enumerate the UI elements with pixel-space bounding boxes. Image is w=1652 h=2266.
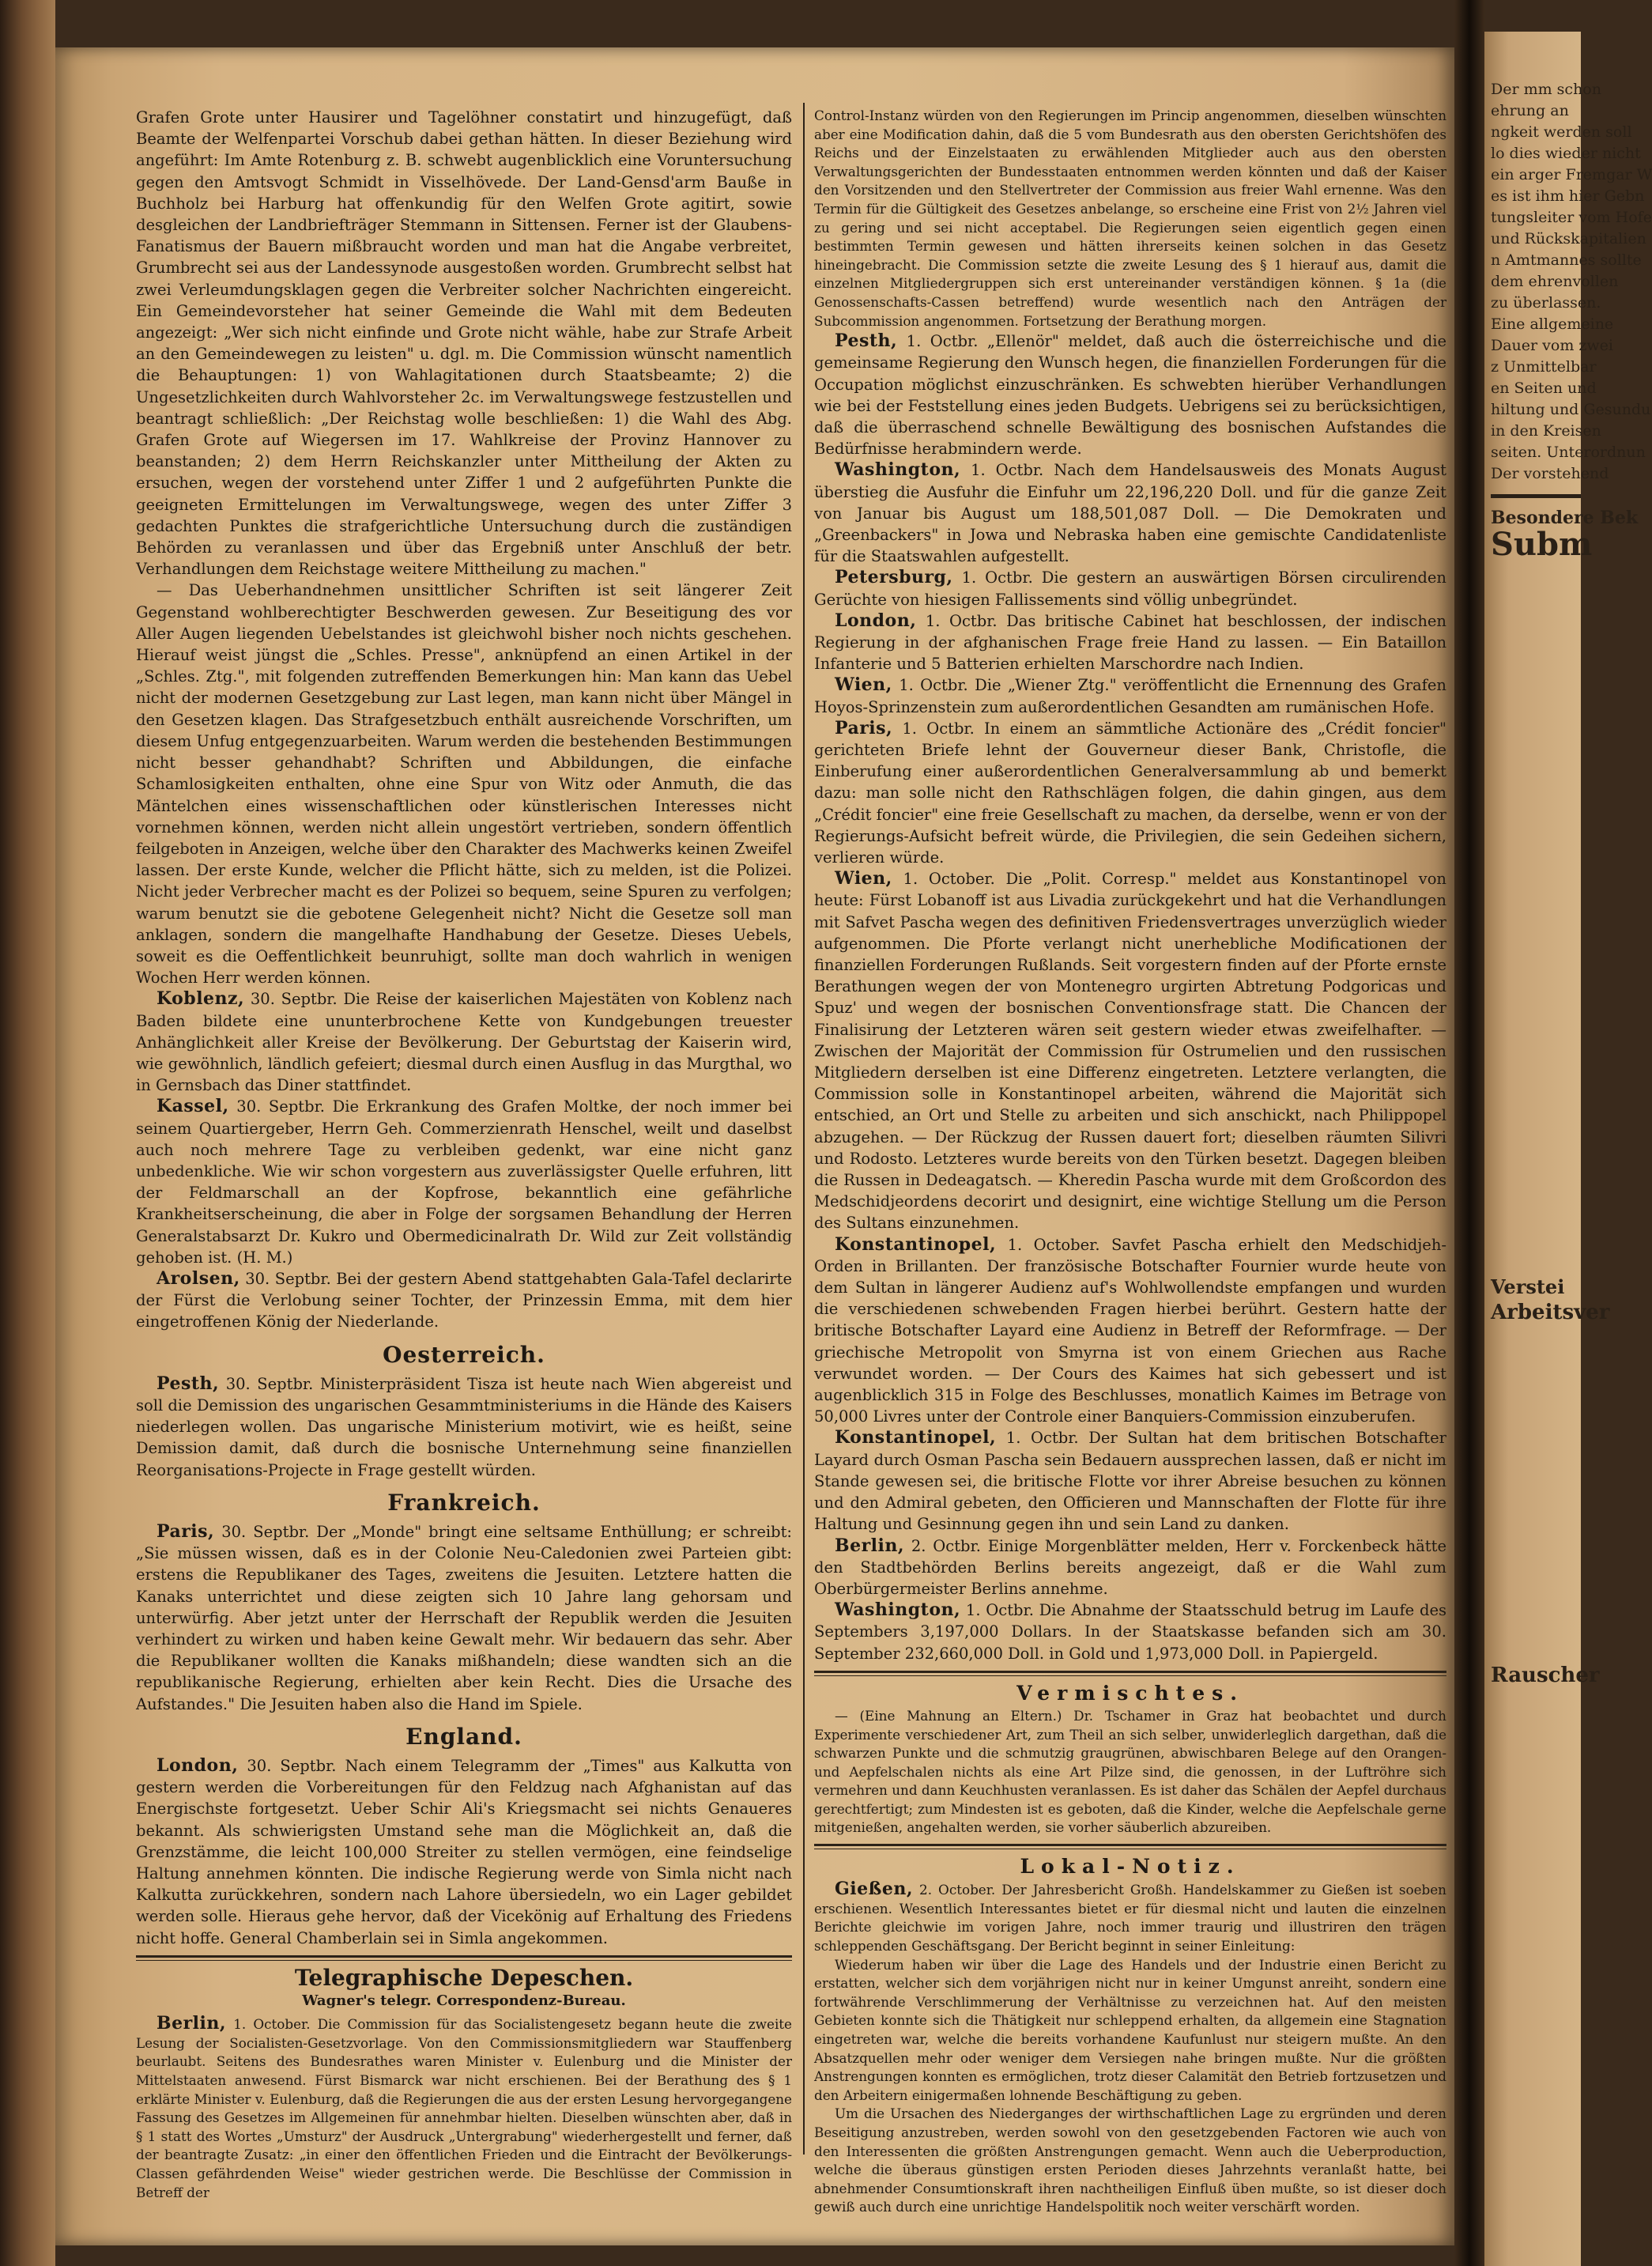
article-handelskammer-quote-1: Wiederum haben wir über die Lage des Handels und der Industrie einen Bericht zu erstatten, welcher sich dem vorjährigen nicht nur in keiner Umgunst anreiht, sondern eine fortwährende Verschlimmerung der Verhältnisse zu verzeichnen hat. Auf den meisten Gebieten konnte sich die Thätigkeit nur schleppend erhalten, da allgemein eine Stagnation eingetreten war, welche die bereits vorhandene Kaufunlust nur steigern mußte. An den Absatzquellen mehr oder weniger dem Versiegen nahe bringen mußte. Nur die größten Anstrengungen konnten es ermöglichen, trotz dieser Calamität den Betrieb fortzusetzen und den Arbeitern einigermaßen lohnende Beschäftigung zu geben. xyxy=(814,1956,1446,2103)
dateline-kassel: Kassel, xyxy=(157,1096,229,1117)
adjacent-page-line: es ist ihm hier Gebn xyxy=(1491,187,1645,205)
book-spine xyxy=(0,0,55,2266)
dateline-paris: Paris, xyxy=(157,1521,215,1542)
adjacent-page-line: Eine allgemeine xyxy=(1491,315,1614,333)
dateline-london-2: London, xyxy=(835,610,917,631)
adjacent-heading-versteigerung: Verstei xyxy=(1491,1275,1565,1298)
dispatch-pesth-text: 30. Septbr. Ministerpräsident Tisza ist heute nach Wien abgereist und soll die Demission des ungarischen Gesammtministeriums in die Hände des Kaisers niederlegen wollen. Das ungarische Ministerium motivirt, wie es heißt, seine Demission damit, daß durch die bosnische Unternehmung seine finanziellen Reorganisations-Projecte in Frage gestellt würden. xyxy=(136,1374,793,1479)
adjacent-page-line: n Amtmannes sollte xyxy=(1491,251,1642,269)
dispatch-pesth-2-text: 1. Octbr. „Ellenör" meldet, daß auch die österreichische und die gemeinsame Regierung den Wunsch hegen, die finanziellen Forderungen für die Occupation möglichst einzuschränken. Es schwebten hierüber Verhandlungen wie bei der Feststellung eines jeden Budgets. Uebrigens sei zu berücksichtigen, daß die überraschend schnelle Bewältigung des bosnischen Aufstandes die Bedürfnisse herabmindern werde. xyxy=(814,332,1446,459)
dateline-giessen: Gießen, xyxy=(835,1879,914,1900)
dispatch-pesth-2 xyxy=(814,330,1446,459)
dateline-wien-1: Wien, xyxy=(835,674,892,696)
dispatch-wien-2-text: 1. October. Die „Polit. Corresp." meldet aus Konstantinopel von heute: Fürst Lobanoff ist aus Livadia zurückgekehrt und hat die Verhandlungen mit Safvet Pascha wegen des definitiven Friedensvertrages unverzüglich wieder aufgenommen. Die Pforte verlangt nicht unerhebliche Modificationen der finanziellen Forderungen Rußlands. Seit vorgestern finden auf der Pforte ernste Berathungen wegen der von Montenegro urgirten Abtretung Podgoricas und Spuz' und wegen der bosnischen Conventionsfrage statt. Die Chancen der Finalisirung der Letzteren wären seit gestern wieder etwas zweifelhafter. — Zwischen der Majorität der Commission für Ostrumelien und den russischen Mitgliedern derselben ist eine Differenz eingetreten. Letztere verlangten, die Commission solle in Konstantinopel arbeiten, während die Majorität sich entschied, an Ort und Stelle zu arbeiten und sich anschickt, nach Philippopel abzugehen. — Der Rückzug der Russen dauert fort; dieselben räumten Silivri und Rodosto. Letzteres wurde bereits von den Türken besetzt. Dagegen bleiben die Russen in Dedeagatsch. — Kheredin Pascha wurde mit dem Großcordon des Medschidjeordens decorirt und designirt, eine wichtige Stellung um die Person des Sultans einzunehmen. xyxy=(814,870,1446,1233)
adjacent-page-line: hiltung und Gesundu xyxy=(1491,401,1651,418)
dispatch-koblenz-text: 30. Septbr. Die Reise der kaiserlichen Majestäten von Koblenz nach Baden bildete eine ununterbrochene Kette von Kundgebungen treuester Anhänglichkeit aller Kreise der Bevölkerung. Der Geburtstag der Kaiserin wird, wie gewöhnlich, ländlich gefeiert; diesmal durch einen Ausflug in das Murgthal, wo in Gernsbach das Diner stattfindet. xyxy=(136,990,792,1095)
dispatch-paris-2-text: 1. Octbr. In einem an sämmtliche Actionäre des „Crédit foncier" gerichteten Briefe lehnt der Gouverneur dieser Bank, Christofle, die Einberufung einer außerordentlichen Generalversammlung ab und bemerkt dazu: man solle nicht den Rathschlägen folgen, die dahin gingen, aus dem „Crédit foncier" eine freie Gesellschaft zu machen, da derselbe, wenn er von der Regierungs-Aufsicht befreit würde, die Privilegien, die sein Gedeihen sichern, verlieren würde. xyxy=(814,719,1446,867)
telegraph-heading: Telegraphische Depeschen. xyxy=(294,1964,634,1991)
adjacent-page-line: ein arger Fremgar W xyxy=(1491,166,1652,183)
dispatch-kassel-text: 30. Septbr. Die Erkrankung des Grafen Moltke, der noch immer bei seinem Quartiergeber, Herrn Geh. Commerzienrath Henschel, weilt und daselbst auch noch mehrere Tage zu verbleiben gedenkt, war eine nicht ganz unbedenkliche. Wie wir schon vorgestern aus zuverlässigster Quelle erfuhren, litt der Feldmarschall an der Kopfrose, bekanntlich eine gefährliche Krankheitserscheinung, die aber in Folge der sorgsamen Behandlung der Herren Generalstabsarzt Dr. Kukro und Obermedicinalrath Dr. Wild zur Zeit vollständig gehoben ist. (H. M.) xyxy=(136,1097,792,1267)
dispatch-london xyxy=(136,1755,792,1949)
adjacent-page-line: Der mm schon xyxy=(1491,81,1601,98)
section-heading-vermischtes: Vermischtes. xyxy=(1016,1681,1244,1705)
dateline-arolsen: Arolsen, xyxy=(157,1267,240,1289)
book-gutter xyxy=(1454,0,1484,2266)
dateline-konstantinopel-2: Konstantinopel, xyxy=(835,1427,997,1448)
dispatch-wien-1-text: 1. Octbr. Die „Wiener Ztg." veröffentlicht die Ernennung des Grafen Hoyos-Sprinzenstein zum außerordentlichen Gesandten am rumänischen Hofe. xyxy=(814,676,1446,716)
dispatch-konstantinopel-1-text: 1. October. Savfet Pascha erhielt den Medschidjeh-Orden in Brillanten. Der französische Botschafter Fournier wurde heute von dem Sultan in längerer Audienz auf's Wohlwollendste empfangen und wurden die verschiedenen schwebenden Fragen hierbei berührt. Gestern hatte der britische Botschafter Layard eine Audienz in Betreff der Reformfrage. — Der griechische Metropolit von Smyrna ist von einem Griechen aus Rache verwundet worden. — Der Cours des Kaimes hat sich gebessert und ist augenblicklich 315 in Folge des Beschlusses, monatlich Kaimes im Betrage von 50,000 Livres unter der Controle einer Banquiers-Commission einzuberufen. xyxy=(814,1235,1446,1426)
adjacent-page-line: Der vorstehend xyxy=(1491,465,1609,482)
dateline-washington-2: Washington, xyxy=(835,1599,961,1621)
adjacent-page-lines xyxy=(1491,79,1652,485)
adjacent-page-line: lo dies wieder nicht xyxy=(1491,145,1641,162)
adjacent-page-line: dem ehrenvollen xyxy=(1491,273,1619,290)
section-heading-oesterreich: Oesterreich. xyxy=(383,1341,545,1368)
adjacent-page-line: ehrung an xyxy=(1491,102,1569,119)
article-handelskammer-quote-2: Um die Ursachen des Niederganges der wirthschaftlichen Lage zu ergründen und deren Beseitigung anzustreben, werden sowohl von den gesetzgebenden Factoren wie auch von den Interessenten die größten Anstrengungen gemacht. Wenn auch die Ueberproduction, welche die überaus günstigen ersten Perioden dieses Jahrzehnts veranlaßt hatte, bei abnehmender Consumtionskraft ihren nachtheiligen Einfluß üben mußte, so ist dieser doch gewiß auch durch eine unrichtige Handelspolitik noch weiter verschärft worden. xyxy=(814,2105,1446,2215)
article-grote-election: Grafen Grote unter Hausirer und Tagelöhner constatirt und hinzugefügt, daß Beamte der Welfenpartei Vorschub dabei gethan hätten. In dieser Beziehung wird angeführt: Im Amte Rotenburg z. B. schwebt augenblicklich eine Voruntersuchung gegen den Amtsvogt Schmidt in Visselhövede. Der Land-Gensd'arm Bauße in Buchholz bei Harburg hat offenkundig für den Welfen Grote agitirt, sowie desgleichen der Landbriefträger Stemmann in Sittensen. Ferner ist der Glaubens-Fanatismus der Bauern mißbraucht worden und man hat die Angabe verbreitet, Grumbrecht sei aus der Landessynode ausgestoßen worden. Grumbrecht selbst hat zwei Verleumdungsklagen gegen die Verbreiter solcher Nachrichten eingereicht. Ein Gemeindevorsteher hat seiner Gemeinde die Wahl mit dem Bedeuten angezeigt: „Wer sich nicht einfinde und Grote nicht wähle, habe zur Strafe Arbeit an den Gemeindewegen zu leisten" u. dgl. m. Die Commission wünscht namentlich die Behauptungen: 1) von Wahlagitationen durch Staatsbeamte; 2) die Ungesetzlichkeiten durch Wahlvorsteher 2c. im Verwaltungswege festzustellen und beantragt schließlich: „Der Reichstag wolle beschließen: 1) die Wahl des Abg. Grafen Grote auf Wiegersen im 17. Wahlkreise der Provinz Hannover zu beanstanden; 2) dem Herrn Reichskanzler unter Mittheilung der Akten zu ersuchen, wegen der vorstehend unter Ziffer 1 und 2 aufgeführten Punkte die geeigneten Ermittelungen im Verwaltungswege, wegen des unter Ziffer 3 gedachten Punktes die strafgerichtliche Untersuchung durch die zuständigen Behörden zu veranlassen und über das Ergebniß unter Anschluß der betr. Verhandlungen dem Reichstage weitere Mittheilung zu machen." xyxy=(136,108,792,579)
adjacent-page-line: en Seiten und xyxy=(1491,380,1597,397)
adjacent-heading-bekanntmachung: Besondere Bek xyxy=(1491,508,1639,528)
adjacent-heading-arbeitsvergebung: Arbeitsver xyxy=(1491,1301,1610,1324)
column-divider xyxy=(803,103,805,2155)
article-handelskammer-intro: 2. October. Der Jahresbericht Großh. Handelskammer zu Gießen ist soeben erschienen. Wesentlich Interessantes bietet er für diesmal nicht und lauten die einzelnen Berichte gleichwie im vorigen Jahre, noch immer traurig und illustriren den trägen schleppenden Geschäftsgang. Der Bericht beginnt in seiner Einleitung: xyxy=(814,1882,1446,1954)
section-heading-frankreich: Frankreich. xyxy=(387,1489,541,1516)
dateline-pesth-2: Pesth, xyxy=(835,330,898,352)
section-heading-lokal-notiz: Lokal-Notiz. xyxy=(1020,1855,1241,1879)
dispatch-petersburg xyxy=(814,567,1446,610)
dispatch-washington-2 xyxy=(814,1599,1446,1664)
dateline-pesth: Pesth, xyxy=(157,1373,220,1394)
article-unsittliche-schriften: — Das Ueberhandnehmen unsittlicher Schriften ist seit längerer Zeit Gegenstand wohlberechtigter Beschwerden gewesen. Zur Beseitigung des vor Aller Augen liegenden Uebelstandes ist gleichwohl bisher noch nichts geschehen. Hierauf weist jüngst die „Schles. Presse", anknüpfend an einen Artikel in der „Schles. Ztg.", mit folgenden zutreffenden Bemerkungen hin: Man kann das Uebel nicht der modernen Gesetzgebung zur Last legen, man kann nicht über Mängel in den Gesetzen klagen. Das Strafgesetzbuch enthält ausreichende Vorschriften, um diesem Unfug entgegenzuarbeiten. Warum werden die bestehenden Bestimmungen nicht besser gehandhabt? Schriften und Abbildungen, die einfache Schamlosigkeiten enthalten, ohne eine Spur von Witz oder Anmuth, die das Mäntelchen eines wissenschaftlichen oder künstlerischen Interesses nicht vornehmen können, werden nicht allein ungestört vertrieben, sondern öffentlich feilgeboten in Anzeigen, welche über den Charakter des Machwerks keinen Zweifel lassen. Der erste Kunde, welcher die Pflicht hätte, sich zu melden, ist die Polizei. Nicht jeder Verbrecher macht es der Polizei so bequem, seine Spuren zu verfolgen; warum benutzt sie die gebotene Gelegenheit nicht? Nicht die Gesetze soll man anklagen, sondern die mangelhafte Handhabung der Gesetze. Dieses Uebels, soweit es die Oeffentlichkeit beunruhigt, sollte man doch wahrlich in wenigen Wochen Herr werden können. xyxy=(136,581,792,988)
dispatch-berlin-socialist-law xyxy=(136,2015,792,2202)
dispatch-london-text: 30. Septbr. Nach einem Telegramm der „Times" aus Kalkutta von gestern werden die Vorbereitungen für den Feldzug nach Afghanistan auf das Energischste fortgesetzt. Ueber Schir Ali's Kriegsmacht sei nichts Genaueres bekannt. Als schwierigsten Umstand sehe man die Möglichkeit an, daß die Grenzstämme, die leicht 100,000 Streiter zu stellen vermögen, eine feindselige Haltung annehmen könnten. Die indische Regierung werde von Simla nicht nach Kalkutta zurückkehren, sondern nach Lahore übersiedeln, wo ein Lager gebildet werden solle. Hieraus gehe hervor, daß der Vicekönig auf Erhaltung des Friedens nicht hoffe. General Chamberlain sei in Simla angekommen. xyxy=(136,1757,792,1947)
divider-rule xyxy=(814,1844,1446,1849)
dispatch-wien-1 xyxy=(814,674,1446,717)
telegraph-bureau: Wagner's telegr. Correspondenz-Bureau. xyxy=(302,1992,626,2010)
article-handelskammer-giessen xyxy=(814,1880,1446,1955)
dispatch-konstantinopel-1 xyxy=(814,1234,1446,1428)
dispatch-london-2 xyxy=(814,610,1446,675)
dispatch-washington-2-text: 1. Octbr. Die Abnahme der Staatsschuld betrug im Laufe des Septembers 3,197,000 Dollars. In der Staatskasse befanden sich am 30. September 232,660,000 Doll. in Gold und 1,973,000 Doll. in Papiergeld. xyxy=(814,1601,1446,1663)
dateline-konstantinopel-1: Konstantinopel, xyxy=(835,1233,997,1255)
dateline-berlin: Berlin, xyxy=(157,2013,227,2034)
adjacent-page-text xyxy=(1484,32,1652,1687)
dispatch-berlin-text: 1. October. Die Commission für das Socialistengesetz begann heute die zweite Lesung der Socialisten-Gesetzvorlage. Von den Commissionsmitgliedern war Stauffenberg beurlaubt. Seitens des Bundesrathes waren Minister v. Eulenburg und die Minister der Mittelstaaten anwesend. Fürst Bismarck war nicht erschienen. Bei der Berathung des § 1 erklärte Minister v. Eulenburg, daß die Regierungen die aus der ersten Lesung hervorgegangene Fassung des Gesetzes im Allgemeinen für annehmbar hielten. Dieselben wünschten aber, daß in § 1 statt des Wortes „Umsturz" der Ausdruck „Untergrabung" wiederhergestellt und ferner, daß der beantragte Zusatz: „in einer den öffentlichen Frieden und die Eintracht der Bevölkerungs-Classen gefährdenden Weise" wieder gestrichen werde. Die Beschlüsse der Commission in Betreff der xyxy=(136,2016,792,2200)
dispatch-paris-text: 30. Septbr. Der „Monde" bringt eine seltsame Enthüllung; er schreibt: „Sie müssen wissen, daß es in der Colonie Neu-Caledonien zwei Parteien gibt: erstens die Republikaner des Tages, zweitens die Jesuiten. Letztere hatten die Kanaks unterrichtet und diese zeigten sich 10 Jahre lang gehorsam und unterwürfig. Aber jetzt unter der Herrschaft der Republik werden die Jesuiten verhindert zu wirken und haben keine Gewalt mehr. Wir bedauern das sehr. Aber die Republikaner wollten die Kanaks mißhandeln; diese wandten sich an die republikanische Regierung, erhielten aber kein Recht. Dies die Ursache des Aufstandes." Die Jesuiten haben also die Hand im Spiele. xyxy=(136,1523,792,1713)
dateline-berlin-2: Berlin, xyxy=(835,1535,905,1556)
dispatch-wien-2 xyxy=(814,868,1446,1233)
dateline-paris-2: Paris, xyxy=(835,717,893,738)
dispatch-berlin-2-text: 2. Octbr. Einige Morgenblätter melden, Herr v. Forckenbeck hätte den Stadtbehörden Berlins bereits angezeigt, daß er die Wahl zum Oberbürgermeister Berlins annehme. xyxy=(814,1536,1446,1598)
divider-rule xyxy=(1491,494,1581,498)
adjacent-page-line: und Rückskapitalien xyxy=(1491,230,1646,247)
dispatch-washington-1 xyxy=(814,459,1446,567)
dispatch-london-2-text: 1. Octbr. Das britische Cabinet hat beschlossen, der indischen Regierung in der afghanischen Frage freie Hand zu lassen. — Ein Bataillon Infanterie und 5 Batterien erhielten Marschordre nach Indien. xyxy=(814,611,1446,674)
column-right xyxy=(814,107,1446,2217)
adjacent-page-line: zu überlassen. xyxy=(1491,294,1601,312)
dateline-washington-1: Washington, xyxy=(835,459,961,481)
dispatch-pesth xyxy=(136,1373,792,1481)
dispatch-arolsen xyxy=(136,1268,792,1333)
adjacent-heading-rauscher: Rauscher xyxy=(1491,1664,1600,1687)
section-heading-england: England. xyxy=(405,1723,522,1750)
dateline-petersburg: Petersburg, xyxy=(835,567,953,588)
adjacent-heading-submission: Subm xyxy=(1491,526,1593,563)
dateline-koblenz: Koblenz, xyxy=(157,988,245,1010)
dispatch-koblenz xyxy=(136,988,792,1096)
adjacent-page-fragment xyxy=(1484,32,1652,2266)
article-mahnung-eltern: — (Eine Mahnung an Eltern.) Dr. Tschamer in Graz hat beobachtet und durch Experimente verschiedener Art, zum Theil an sich selber, unwiderleglich dargethan, daß die schwarzen Punkte und die schmutzig graugrünen, abwischbaren Belege auf den Orangen- und Aepfelschalen nichts als eine Art Pilze sind, die genossen, in der Luftröhre sich vermehren und dann Keuchhusten veranlassen. Es ist daher das Schälen der Aepfel durchaus gerechtfertigt; zum Mindesten ist es geboten, daß die Kinder, welche die Aepfelschale gerne mitgenießen, angehalten werden, sie vorher säuberlich abzureiben. xyxy=(814,1707,1446,1836)
adjacent-page-line: Dauer vom zwei xyxy=(1491,337,1613,354)
dispatch-kassel xyxy=(136,1096,792,1268)
dateline-london: London, xyxy=(157,1755,239,1777)
dispatch-arolsen-text: 30. Septbr. Bei der gestern Abend stattgehabten Gala-Tafel declarirte der Fürst die Verlobung seiner Tochter, der Prinzessin Emma, mit dem hier eingetroffenen König der Niederlande. xyxy=(136,1269,792,1331)
article-control-instanz: Control-Instanz würden von den Regierungen im Princip angenommen, dieselben wünschten aber eine Modification dahin, daß die 5 vom Bundesrath aus den obersten Gerichtshöfen des Reichs und der Einzelstaaten zu erwählenden Mitglieder auch aus den obersten Verwaltungsgerichten der Bundesstaaten entnommen werden könnten und daß der Kaiser den Vorsitzenden und den Stellvertreter der Commission aus freier Wahl ernenne. Was den Termin für die Gültigkeit des Gesetzes anbelange, so erscheine eine Frist von 2½ Jahren viel zu gering und sei nicht acceptabel. Die Regierungen seien eigentlich gegen einen bestimmten Termin gewesen und hätten ihrerseits keinen solchen in das Gesetz hineingebracht. Die Commission setzte die zweite Lesung des § 1 hierauf aus, damit die einzelnen Mitgliedergruppen sich erst untereinander verständigen können. § 1a (die Genossenschafts-Cassen betreffend) wurde wesentlich nach den Anträgen der Subcommission angenommen. Fortsetzung der Berathung morgen. xyxy=(814,108,1446,329)
divider-rule xyxy=(814,1671,1446,1676)
adjacent-page-line: ngkeit werden soll xyxy=(1491,123,1632,141)
adjacent-page-line: z Unmittelbar xyxy=(1491,358,1597,376)
column-left xyxy=(136,107,792,2202)
dateline-wien-2: Wien, xyxy=(835,868,892,889)
adjacent-page-line: in den Kreisen xyxy=(1491,422,1601,440)
dispatch-konstantinopel-2 xyxy=(814,1427,1446,1535)
dispatch-petersburg-text: 1. Octbr. Die gestern an auswärtigen Börsen circulirenden Gerüchte von hiesigen Fallissements sind völlig unbegründet. xyxy=(814,568,1446,609)
adjacent-page-line: seiten. Unterordnun xyxy=(1491,444,1646,461)
dispatch-paris xyxy=(136,1521,792,1715)
divider-rule xyxy=(136,1955,792,1961)
dispatch-washington-1-text: 1. Octbr. Nach dem Handelsausweis des Monats August überstieg die Ausfuhr die Einfuhr um 22,196,220 Doll. und für die ganze Zeit von Januar bis August um 188,501,087 Doll. — Die Demokraten und „Greenbackers" in Jowa und Nebraska haben eine gemischte Candidatenliste für die Staatswahlen aufgestellt. xyxy=(814,461,1446,566)
dispatch-paris-2 xyxy=(814,718,1446,868)
adjacent-page-line: tungsleiter vom Hofe xyxy=(1491,209,1652,226)
dispatch-berlin-2 xyxy=(814,1535,1446,1600)
dispatch-konstantinopel-2-text: 1. Octbr. Der Sultan hat dem britischen Botschafter Layard durch Osman Pascha sein Bedauern aussprechen lassen, daß er nicht im Stande gewesen sei, die britische Flotte vor ihrer Abreise besuchen zu können und den Admiral gebeten, den Officieren und Mannschaften der Flotte für ihre Haltung und Gesinnung gegen ihn und sein Land zu danken. xyxy=(814,1429,1446,1534)
